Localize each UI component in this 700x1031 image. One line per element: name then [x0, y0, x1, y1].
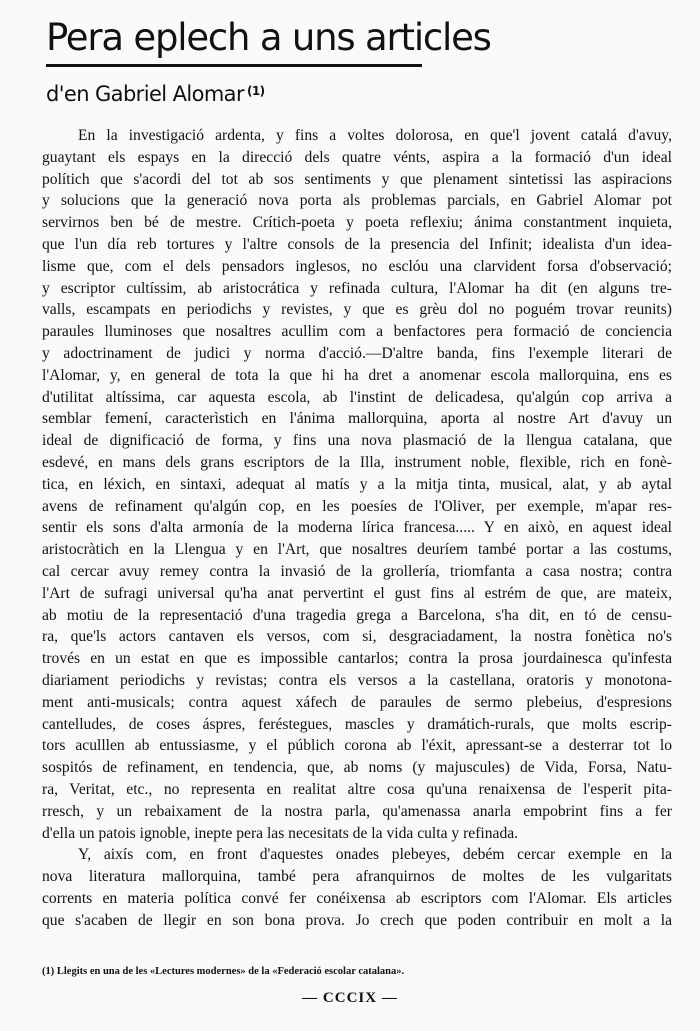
body-line: que l'un día reb tortures y l'altre consols de la presencia del Infinit; idealista d'un idea-: [42, 235, 672, 253]
body-line: paraules lluminoses que nosaltres acullim com a benfactores pera formació de conciencia: [42, 323, 672, 341]
body-line: y escriptor cultíssim, ab aristocrática y refinada cultura, l'Alomar ha dit (en alguns tre-: [42, 279, 672, 297]
body-line: tors aculllen ab entussiasme, y el públich corona ab l'éxit, apressant-se a desterrar tot lo: [42, 737, 672, 755]
body-line: valls, escampats en periodichs y revistes, y que es grèu dol no poguém trovar reunits): [42, 301, 672, 319]
footnote-marker: (1): [247, 84, 265, 98]
title-underline: [46, 64, 422, 67]
body-line: ra, que'ls actors cantaven els versos, com si, desgraciadament, la nostra fonètica no's: [42, 628, 672, 646]
body-line: polítich que s'acordi del tot ab sos sentiments y que plenament sintetissi las aspiracions: [42, 170, 672, 188]
body-line: ra, Veritat, etc., no representa en realitat altre cosa qu'una renaixensa de l'esperit pita-: [42, 780, 672, 798]
body-line: ab motiu de la representació d'una tragedia grega a Barcelona, s'ha dit, en tó de censu-: [42, 606, 672, 624]
author-byline: d'en Gabriel Alomar: [46, 82, 244, 106]
body-line: Y, aixís com, en front d'aquestes onades plebeyes, debém cercar exemple en la: [78, 846, 672, 864]
body-line: d'ella un patois ignoble, inepte pera las necesitats de la vida culta y refinada.: [42, 824, 519, 842]
body-line: esdevé, en mans dels grans escriptors de la Illa, instrument noble, flexible, rich en fonè-: [42, 453, 672, 471]
body-line: semblar femení, caracterìstich en l'ánima mallorquina, aporta al nostre Art d'avuy un: [42, 410, 672, 428]
body-line: nova literatura mallorquina, també pera afranquirnos de moltes de les vulgaritats: [42, 868, 672, 886]
body-line: y adoctrinament de judici y norma d'acció.—D'altre banda, fins l'exemple literari de: [42, 344, 672, 362]
body-line: sospitós de refinament, en tendencia, que, ab noms (y majuscules) de Vida, Forsa, Natu-: [42, 759, 672, 777]
body-line: cantelludes, de coses áspres, feréstegues, mascles y dramátich-rurals, que molts escrip-: [42, 715, 672, 733]
body-line: En la investigació ardenta, y fins a voltes dolorosa, en que'l jovent catalá d'avuy,: [78, 127, 672, 144]
body-line: l'Alomar, y, en general de tota la que hi ha dret a anomenar escola mallorquina, ens es: [42, 366, 672, 384]
body-line: que s'acaben de llegir en son bona prova. Jo crech que poden contribuir en molt a la: [42, 911, 672, 929]
body-line: ideal de dignificació de forma, y fins una nova plasmació de la llengua catalana, que: [42, 432, 672, 450]
body-line: avens de refinament qu'algún cop, en les poesíes de l'Oliver, per exemple, m'apar res-: [42, 497, 672, 515]
body-line: diariament periodichs y revistas; contra els versos a la castellana, oratoris y monotona-: [42, 671, 672, 689]
page-number: — CCCIX —: [302, 990, 398, 1006]
article-body: [42, 125, 672, 931]
body-line: servirnos ben bé de mestre. Crítich-poeta y poeta reflexiu; ánima constantment inquieta,: [42, 214, 672, 232]
body-line: ment anti-musicals; contra aquest xáfech de paraules de sermo plebeius, d'espresions: [42, 693, 672, 711]
footnote: (1) Llegits en una de les «Lectures modernes» de la «Federació escolar catalana».: [42, 966, 405, 977]
body-line: l'Art de sufragi universal qu'ha anat pervertint el gust fins al estrém de que, are mateix,: [42, 584, 672, 602]
body-line: lisme que, com el dels pensadors inglesos, no esclóu una clarvident forsa d'observació;: [42, 257, 672, 275]
body-line: y solucions que la generació nova porta als problemas parcials, en Gabriel Alomar pot: [42, 192, 672, 210]
body-line: rresch, y un rebaixament de la nostra parla, qu'amenassa anarla empobrint fins a fer: [42, 802, 672, 820]
body-line: corrents en materia política convé fer conéixensa ab escriptors com l'Alomar. Els articles: [42, 889, 672, 907]
body-line: sentir els sons d'alta armonía de la moderna lírica francesa..... Y en això, en aquest ideal: [42, 519, 672, 537]
body-line: tica, en léxich, en sintaxi, adequat al matís y a la mitja tinta, musical, alat, y ab aytal: [42, 475, 672, 493]
body-line: guaytant els espays en la direcció dels quatre vénts, aspira a la formació d'un ideal: [42, 148, 672, 166]
body-line: aristocràtich en la Llengua y en l'Art, que nosaltres deuríem també portar a las costums,: [42, 541, 672, 559]
body-line: trovés en un estat en que es impossible cantarlos; contra la prosa jourdainesca qu'infesta: [42, 650, 672, 668]
article-title: Pera eplech a uns articles: [46, 16, 491, 59]
body-line: cal cercar avuy remey contra la invasió de la grollería, triomfanta a casa nostra; contra: [42, 562, 672, 580]
body-line: d'utilitat altíssima, car aquesta escola, ab l'instint de delicadesa, qu'algún cop arriva a: [42, 388, 672, 406]
article-subtitle: [46, 78, 265, 107]
